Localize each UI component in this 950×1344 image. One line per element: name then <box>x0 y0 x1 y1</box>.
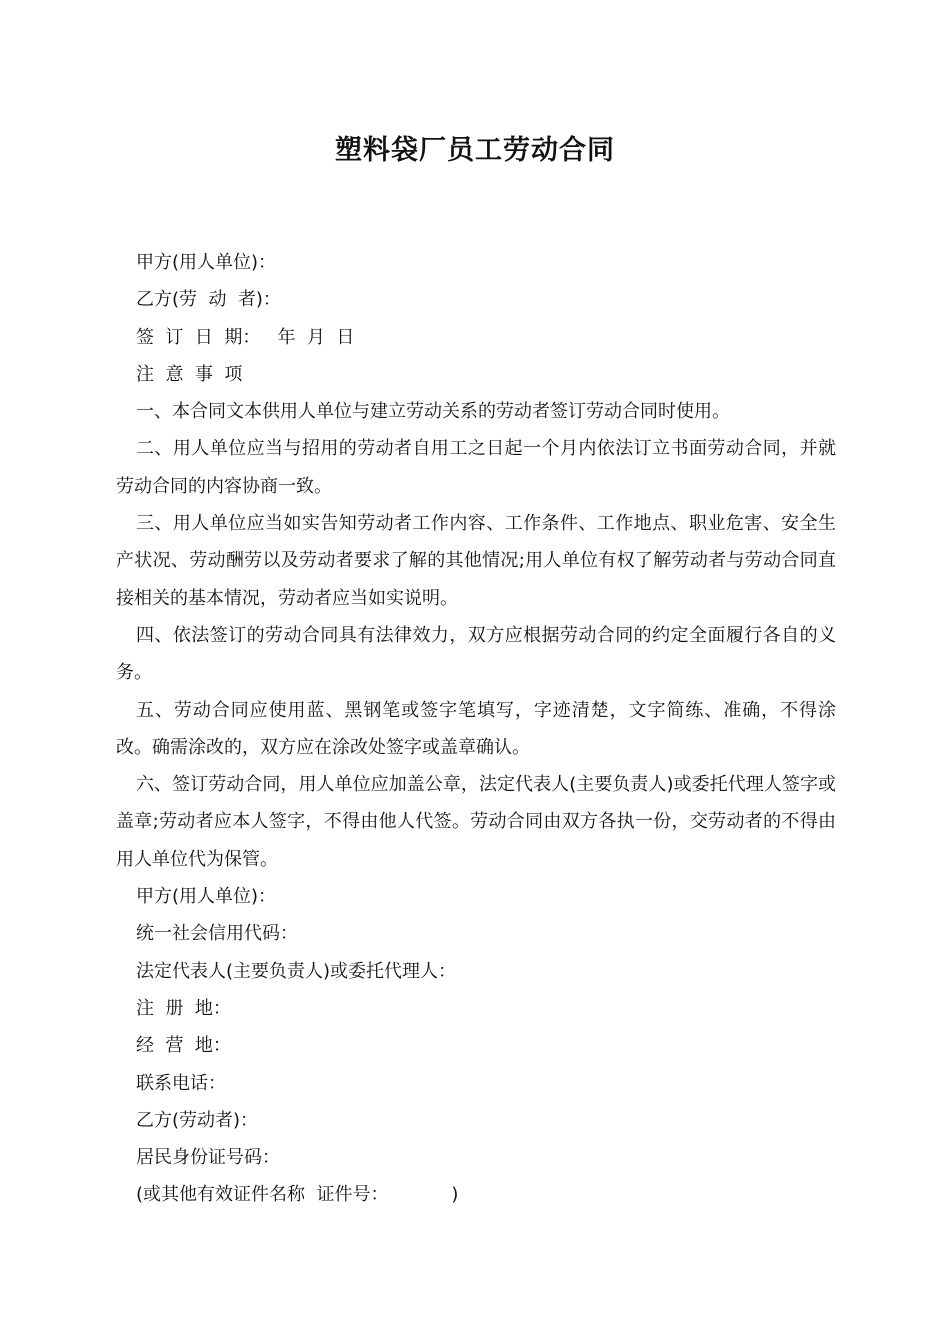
party-a-header: 甲方(用人单位)： <box>136 252 277 273</box>
note-item: 一、本合同文本供用人单位与建立劳动关系的劳动者签订劳动合同时使用。 <box>136 401 730 423</box>
document-title: 塑料袋厂员工劳动合同 <box>335 135 615 166</box>
party-b-field: 乙方(劳动者)： <box>136 1109 259 1131</box>
legal-representative-field: 法定代表人(主要负责人)或委托代理人： <box>136 960 457 982</box>
signing-date: 签 订 日 期： 年 月 日 <box>136 326 355 348</box>
registered-address-field: 注 册 地： <box>136 997 231 1019</box>
document-body <box>116 244 836 1214</box>
phone-field: 联系电话： <box>136 1072 226 1094</box>
note-item: 四、依法签订的劳动合同具有法律效力，双方应根据劳动合同的约定全面履行各自的义务。 <box>116 624 836 684</box>
notes-heading: 注 意 事 项 <box>136 363 243 385</box>
credit-code-field: 统一社会信用代码： <box>136 923 298 945</box>
id-number-field: 居民身份证号码： <box>136 1147 280 1169</box>
business-address-field: 经 营 地： <box>136 1035 231 1057</box>
note-item: 三、用人单位应当如实告知劳动者工作内容、工作条件、工作地点、职业危害、安全生产状况、劳动酬劳以及劳动者要求了解的其他情况;用人单位有权了解劳动者与劳动合同直接相关的基本情况，劳动者应当如实说明。 <box>116 513 836 609</box>
note-item: 五、劳动合同应使用蓝、黑钢笔或签字笔填写，字迹清楚，文字简练、准确，不得涂改。确需涂改的，双方应在涂改处签字或盖章确认。 <box>116 699 836 758</box>
note-item: 六、签订劳动合同，用人单位应加盖公章，法定代表人(主要负责人)或委托代理人签字或盖章;劳动者应本人签字，不得由他人代签。劳动合同由双方各执一份，交劳动者的不得由用人单位代为保管。 <box>116 774 836 870</box>
party-b-header: 乙方(劳 动 者)： <box>136 289 281 311</box>
other-id-field: (或其他有效证件名称 证件号： ) <box>136 1184 459 1206</box>
note-item: 二、用人单位应当与招用的劳动者自用工之日起一个月内依法订立书面劳动合同，并就劳动合同的内容协商一致。 <box>116 438 836 497</box>
party-a-field: 甲方(用人单位)： <box>136 886 277 908</box>
